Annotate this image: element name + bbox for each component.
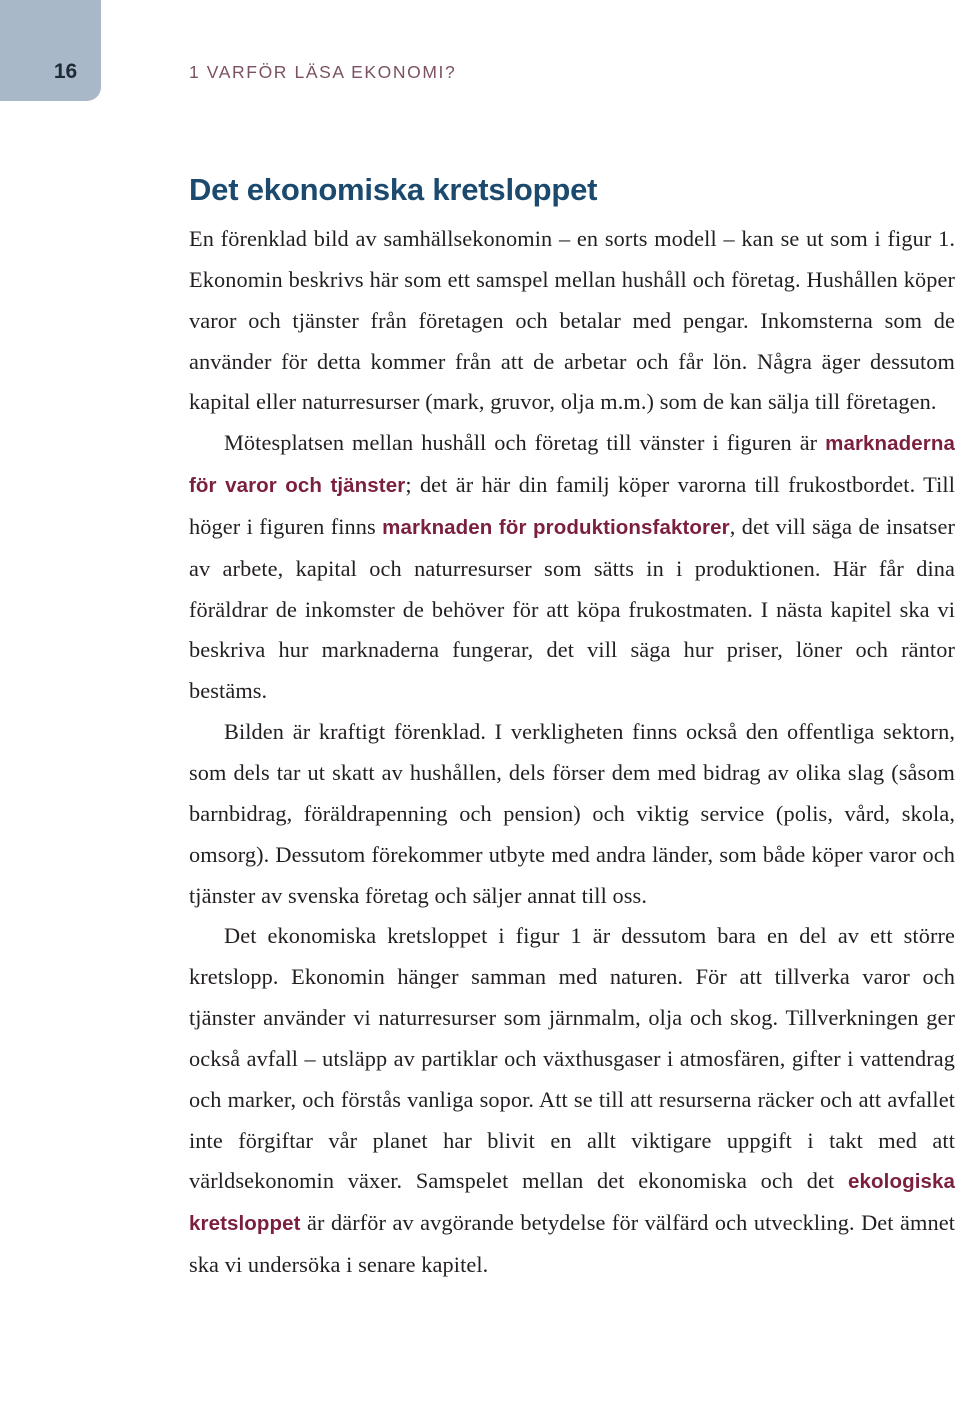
paragraph-4-text-a: Det ekonomiska kretsloppet i figur 1 är dessutom bara en del av ett större kretslopp. Ekonomin hänger samman med naturen. För att tillverka varor och tjänster använder vi naturresurser som järnmalm, olja och skog. Tillverkningen ger också avfall – utsläpp av partiklar och växthusgaser i atmosfären, gifter i vattendrag och marker, och förstås vanliga sopor. Att se till att resurserna räcker och att avfallet inte förgiftar vår planet har blivit en allt viktigare uppgift i takt med att världsekonomin växer. Samspelet mellan det ekonomiska och det bbox=[189, 923, 955, 1194]
paragraph-2-text-b: ; det är här din familj köper varorna till frukostbordet. Till höger i figuren finns bbox=[189, 472, 955, 539]
paragraph-2 bbox=[189, 423, 955, 712]
page-number-tab bbox=[0, 0, 101, 101]
paragraph-4-text-b: är därför av avgörande betydelse för välfärd och utveckling. Det ämnet ska vi undersöka i senare kapitel. bbox=[189, 1210, 955, 1278]
page-number: 16 bbox=[53, 59, 78, 83]
running-head: 1 VARFÖR LÄSA EKONOMI? bbox=[189, 62, 457, 82]
main-content bbox=[189, 166, 955, 1286]
paragraph-1: En förenklad bild av samhällsekonomin – en sorts modell – kan se ut som i figur 1. Ekonomin beskrivs här som ett samspel mellan hushåll och företag. Hushållen köper varor och tjänster från företagen och betalar med pengar. Inkomsterna som de använder för detta kommer från att de arbetar och får lön. Några äger dessutom kapital eller naturresurser (mark, gruvor, olja m.m.) som de kan sälja till företagen. bbox=[189, 226, 955, 415]
paragraph-2-text-a: Mötesplatsen mellan hushåll och företag till vänster i figuren är bbox=[224, 430, 826, 456]
paragraph-2-text-c: , det vill säga de insatser av arbete, kapital och naturresurser som sätts in i produktionen. Här får dina föräldrar de inkomster de behöver för att köpa frukostmaten. I nästa kapitel ska vi beskriva hur marknaderna fungerar, det vill säga hur priser, löner och räntor bestäms. bbox=[189, 513, 955, 704]
section-title: Det ekonomiska kretsloppet bbox=[189, 172, 598, 207]
term-factor-market: marknaden för produktionsfaktorer bbox=[382, 515, 730, 539]
paragraph-3: Bilden är kraftigt förenklad. I verkligheten finns också den offentliga sektorn, som dels tar ut skatt av hushållen, dels förser dem med bidrag av olika slag (såsom barnbidrag, föräldrapenning och pension) och viktig service (polis, vård, skola, omsorg). Dessutom förekommer utbyte med andra länder, som både köper varor och tjänster av svenska företag och säljer annat till oss. bbox=[189, 719, 955, 908]
term-ecological-cycle: ekologiska kretsloppet bbox=[189, 1170, 955, 1236]
paragraph-4 bbox=[189, 916, 955, 1286]
term-goods-markets: marknaderna för varor och tjänster bbox=[189, 432, 955, 498]
